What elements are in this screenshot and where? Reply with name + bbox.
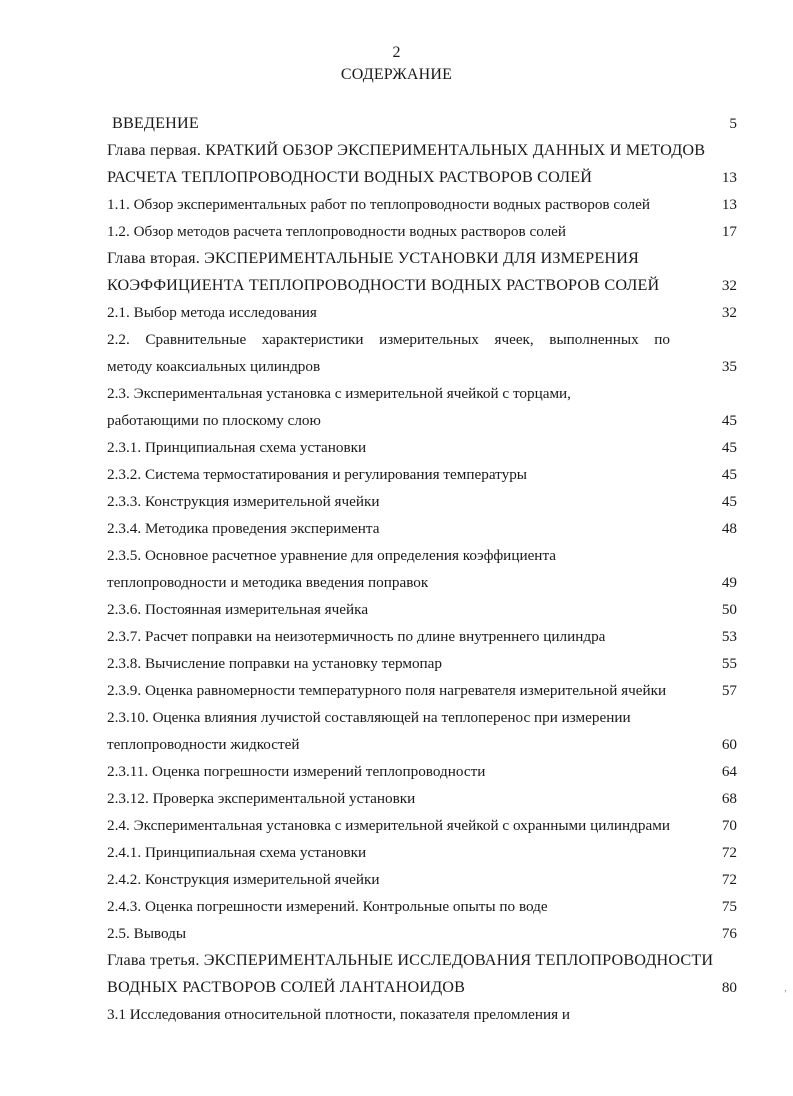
toc-entry-label: 1.1. Обзор экспериментальных работ по теплопроводности водных растворов солей — [107, 196, 650, 213]
toc-page-number: 55 — [721, 655, 737, 672]
toc-row — [107, 893, 737, 920]
toc-row — [107, 812, 737, 839]
toc-row — [107, 272, 737, 299]
toc-page-number: 75 — [721, 898, 737, 915]
toc-row — [107, 218, 737, 245]
toc-row — [107, 164, 737, 191]
toc-page-number: 45 — [721, 439, 737, 456]
toc-page-number: 80 — [721, 979, 737, 996]
toc-row — [107, 434, 737, 461]
toc-row — [107, 245, 737, 272]
toc-entry-label: 2.3.11. Оценка погрешности измерений теплопроводности — [107, 763, 486, 780]
toc-page-number: 57 — [721, 682, 737, 699]
toc-page-number: 45 — [721, 412, 737, 429]
toc-entry-label: 2.3.9. Оценка равномерности температурного поля нагревателя измерительной ячейки — [107, 682, 667, 699]
toc-entry-label: ВВЕДЕНИЕ — [112, 114, 199, 132]
toc-row — [107, 947, 737, 974]
toc-entry-label: 2.3.2. Система термостатирования и регулирования температуры — [107, 466, 528, 483]
toc-page-number: 68 — [721, 790, 737, 807]
toc-entry-label: Глава третья. ЭКСПЕРИМЕНТАЛЬНЫЕ ИССЛЕДОВАНИЯ ТЕПЛОПРОВОДНОСТИ — [107, 951, 714, 969]
toc-row — [107, 704, 737, 731]
toc-page-number: 32 — [721, 304, 737, 321]
toc-row — [107, 596, 737, 623]
table-of-contents — [107, 110, 737, 1028]
toc-entry-label: 1.2. Обзор методов расчета теплопроводности водных растворов солей — [107, 223, 567, 240]
toc-row — [107, 677, 737, 704]
toc-entry-label: методу коаксиальных цилиндров — [107, 358, 321, 375]
toc-page-number: 13 — [721, 169, 737, 186]
toc-row — [107, 650, 737, 677]
toc-entry-label: 2.3.7. Расчет поправки на неизотермичность по длине внутреннего цилиндра — [107, 628, 606, 645]
toc-entry-label: РАСЧЕТА ТЕПЛОПРОВОДНОСТИ ВОДНЫХ РАСТВОРОВ СОЛЕЙ — [107, 168, 593, 186]
toc-entry-label: Глава первая. КРАТКИЙ ОБЗОР ЭКСПЕРИМЕНТАЛЬНЫХ ДАННЫХ И МЕТОДОВ — [107, 141, 706, 159]
toc-page-number: 70 — [721, 817, 737, 834]
toc-row — [107, 137, 737, 164]
toc-entry-label: теплопроводности и методика введения поправок — [107, 574, 429, 591]
toc-row — [107, 839, 737, 866]
toc-page-number: 45 — [721, 493, 737, 510]
toc-page-number: 48 — [721, 520, 737, 537]
toc-row — [107, 785, 737, 812]
toc-entry-label: 2.3.3. Конструкция измерительной ячейки — [107, 493, 380, 510]
toc-page-number: 72 — [721, 871, 737, 888]
toc-entry-label: 2.4.1. Принципиальная схема установки — [107, 844, 367, 861]
toc-entry-label: работающими по плоскому слою — [107, 412, 321, 429]
toc-entry-label: КОЭФФИЦИЕНТА ТЕПЛОПРОВОДНОСТИ ВОДНЫХ РАСТВОРОВ СОЛЕЙ — [107, 276, 660, 294]
toc-page-number: 45 — [721, 466, 737, 483]
toc-entry-label: ВОДНЫХ РАСТВОРОВ СОЛЕЙ ЛАНТАНОИДОВ — [107, 978, 466, 996]
toc-page-number: 17 — [721, 223, 737, 240]
toc-row — [107, 731, 737, 758]
toc-entry-label: 2.3.6. Постоянная измерительная ячейка — [107, 601, 369, 618]
toc-row — [107, 110, 737, 137]
toc-entry-label: 2.3. Экспериментальная установка с измерительной ячейкой с торцами, — [107, 385, 571, 402]
toc-row — [107, 569, 737, 596]
toc-row — [107, 758, 737, 785]
toc-row — [107, 488, 737, 515]
toc-entry-label: 2.4. Экспериментальная установка с измерительной ячейкой с охранными цилиндрами — [107, 817, 670, 834]
toc-entry-label: 2.5. Выводы — [107, 925, 187, 942]
toc-page-number: 60 — [721, 736, 737, 753]
toc-entry-label: 2.4.3. Оценка погрешности измерений. Контрольные опыты по воде — [107, 898, 548, 915]
toc-page-number: 72 — [721, 844, 737, 861]
toc-entry-label: 2.3.8. Вычисление поправки на установку термопар — [107, 655, 442, 672]
toc-row — [107, 920, 737, 947]
toc-row — [107, 380, 737, 407]
toc-page-number: 35 — [721, 358, 737, 375]
toc-row — [107, 974, 737, 1001]
toc-page-number: 50 — [721, 601, 737, 618]
toc-page-number: 13 — [721, 196, 737, 213]
toc-row — [107, 866, 737, 893]
toc-entry-label: 2.3.12. Проверка экспериментальной установки — [107, 790, 416, 807]
toc-row — [107, 353, 737, 380]
toc-row — [107, 623, 737, 650]
toc-entry-label: теплопроводности жидкостей — [107, 736, 300, 753]
toc-entry-label: 2.3.1. Принципиальная схема установки — [107, 439, 367, 456]
toc-entry-label: 2.2. Сравнительные характеристики измерительных ячеек, выполненных по — [107, 331, 670, 348]
toc-row — [107, 407, 737, 434]
toc-page-number: 5 — [729, 115, 737, 132]
toc-row — [107, 299, 737, 326]
toc-row — [107, 191, 737, 218]
toc-entry-label: 2.3.5. Основное расчетное уравнение для определения коэффициента — [107, 547, 557, 564]
page-title: СОДЕРЖАНИЕ — [340, 66, 453, 83]
toc-entry-label: Глава вторая. ЭКСПЕРИМЕНТАЛЬНЫЕ УСТАНОВКИ ДЛЯ ИЗМЕРЕНИЯ — [107, 249, 639, 267]
toc-row — [107, 542, 737, 569]
scan-edge-mark: ‚ — [784, 983, 787, 993]
toc-row — [107, 1001, 737, 1028]
toc-page-number: 64 — [721, 763, 737, 780]
toc-page-number: 49 — [721, 574, 737, 591]
toc-entry-label: 2.3.4. Методика проведения эксперимента — [107, 520, 380, 537]
toc-entry-label: 2.3.10. Оценка влияния лучистой составляющей на теплоперенос при измерении — [107, 709, 631, 726]
toc-row — [107, 461, 737, 488]
toc-entry-label: 2.1. Выбор метода исследования — [107, 304, 317, 321]
toc-row — [107, 326, 737, 353]
toc-entry-label: 2.4.2. Конструкция измерительной ячейки — [107, 871, 380, 888]
toc-row — [107, 515, 737, 542]
toc-page-number: 76 — [721, 925, 737, 942]
page-number: 2 — [392, 44, 401, 61]
toc-page-number: 53 — [721, 628, 737, 645]
toc-page-number: 32 — [721, 277, 737, 294]
toc-entry-label: 3.1 Исследования относительной плотности, показателя преломления и — [107, 1006, 571, 1023]
